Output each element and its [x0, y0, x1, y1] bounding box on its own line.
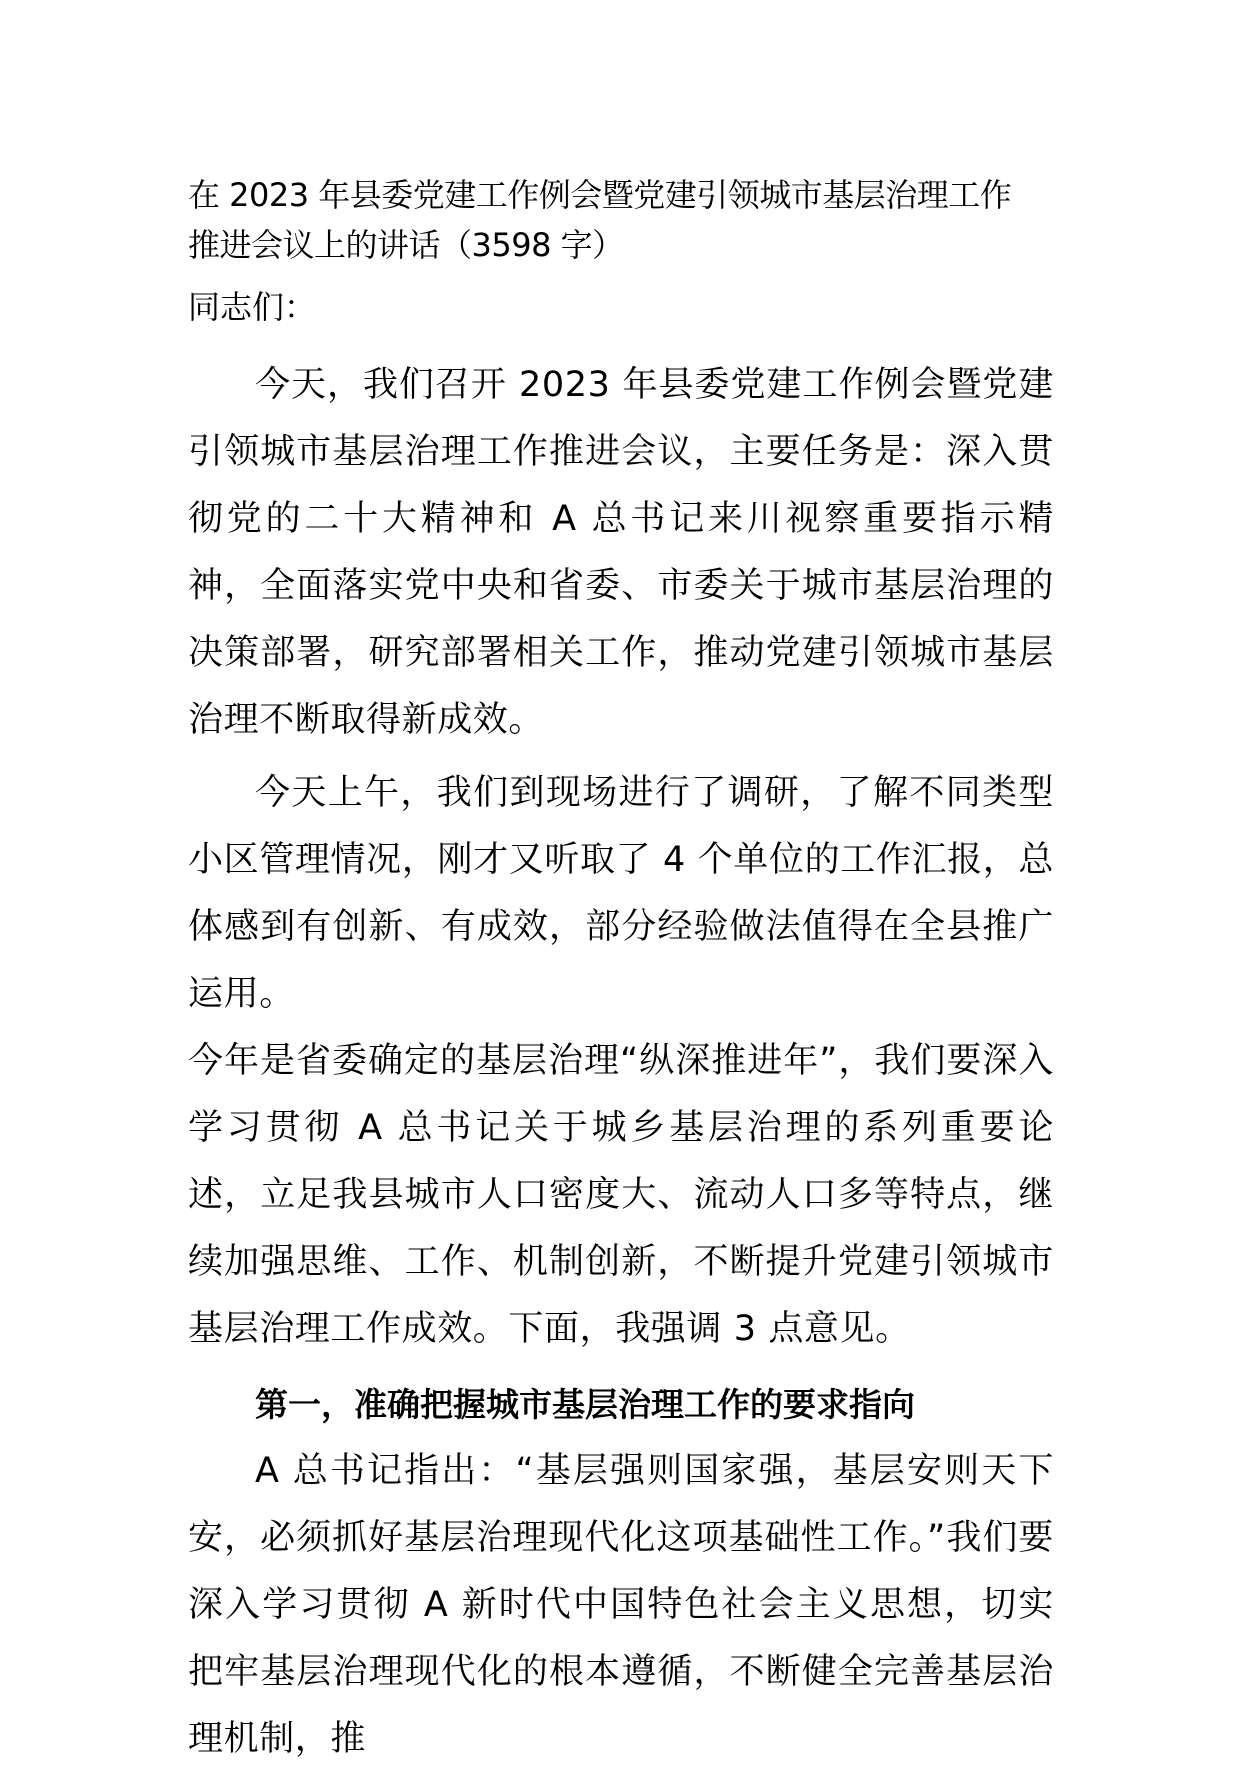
body-paragraph: 今年是省委确定的基层治理“纵深推进年”，我们要深入学习贯彻 A 总书记关于城乡基层治理的系列重要论述，立足我县城市人口密度大、流动人口多等特点，继续加强思维、工作、机制创新，不断提升党建引领城市基层治理工作成效。下面，我强调 3 点意见。 [188, 1041, 1054, 1349]
body-paragraph: 今天，我们召开 2023 年县委党建工作例会暨党建引领城市基层治理工作推进会议，主要任务是：深入贯彻党的二十大精神和 A 总书记来川视察重要指示精神，全面落实党中央和省委、市委关于城市基层治理的决策部署，研究部署相关工作，推动党建引领城市基层治理不断取得新成效。 [188, 365, 1054, 740]
document-page [188, 170, 1054, 1773]
document-title-line-1: 在 2023 年县委党建工作例会暨党建引领城市基层治理工作 [188, 176, 1012, 214]
section-heading: 第一，准确把握城市基层治理工作的要求指向 [255, 1385, 915, 1424]
salutation: 同志们： [188, 288, 317, 326]
body-paragraph: 今天上午，我们到现场进行了调研，了解不同类型小区管理情况，刚才又听取了 4 个单位的工作汇报，总体感到有创新、有成效，部分经验做法值得在全县推广运用。 [188, 773, 1054, 1014]
section-paragraph: A 总书记指出：“基层强则国家强，基层安则天下安，必须抓好基层治理现代化这项基础性工作。”我们要深入学习贯彻 A 新时代中国特色社会主义思想，切实把牢基层治理现代化的根本遵循，不断健全完善基层治理机制，推 [188, 1451, 1054, 1759]
document-title-line-2: 推进会议上的讲话（3598 字） [188, 226, 624, 264]
